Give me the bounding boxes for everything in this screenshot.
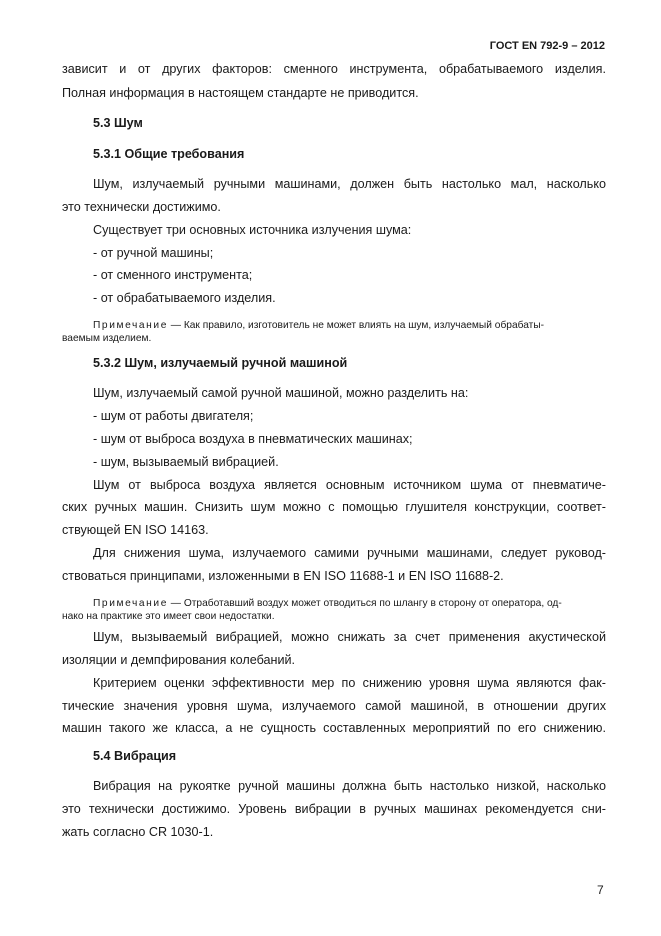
text-line: Полная информация в настоящем стандарте не приводится. bbox=[62, 86, 419, 100]
list-item: - шум от работы двигателя; bbox=[93, 409, 254, 423]
note-text: — Как правило, изготовитель не может влиять на шум, излучаемый обрабаты- bbox=[167, 320, 545, 331]
section-heading: 5.4 Вибрация bbox=[93, 749, 177, 763]
note-text: — Отработавший воздух может отводиться по шлангу в сторону от оператора, од- bbox=[167, 598, 562, 609]
note-line bbox=[93, 598, 606, 609]
subsection-heading: 5.3.2 Шум, излучаемый ручной машиной bbox=[93, 356, 348, 370]
text-line: машин такого же класса, а не сущность составленных мероприятий по его снижению. bbox=[62, 721, 606, 735]
text-line: Для снижения шума, излучаемого самими ручными машинами, следует руковод- bbox=[93, 546, 606, 560]
section-heading: 5.3 Шум bbox=[93, 116, 143, 130]
text-line: зависит и от других факторов: сменного инструмента, обрабатываемого изделия. bbox=[62, 62, 606, 76]
text-line: Критерием оценки эффективности мер по снижению уровня шума являются фак- bbox=[93, 676, 606, 690]
text-line: Шум, излучаемый ручными машинами, должен быть настолько мал, насколько bbox=[93, 177, 606, 191]
list-item: - от ручной машины; bbox=[93, 246, 214, 260]
note-line: нако на практике это имеет свои недостатки. bbox=[62, 611, 275, 622]
text-line: Шум, излучаемый самой ручной машиной, можно разделить на: bbox=[93, 386, 469, 400]
document-code-header: ГОСТ EN 792-9 – 2012 bbox=[489, 40, 605, 52]
list-item: - шум, вызываемый вибрацией. bbox=[93, 455, 279, 469]
text-line: Шум от выброса воздуха является основным источником шума от пневматиче- bbox=[93, 478, 606, 492]
text-line: ствующей EN ISO 14163. bbox=[62, 523, 209, 537]
text-line: это технически достижимо. bbox=[62, 200, 221, 214]
text-line: ствоваться принципами, изложенными в EN ISO 11688-1 и EN ISO 11688-2. bbox=[62, 569, 504, 583]
text-line: изоляции и демпфирования колебаний. bbox=[62, 653, 296, 667]
subsection-heading: 5.3.1 Общие требования bbox=[93, 147, 245, 161]
note-line: ваемым изделием. bbox=[62, 333, 152, 344]
list-item: - от сменного инструмента; bbox=[93, 268, 253, 282]
text-line: Вибрация на рукоятке ручной машины должна быть настолько низкой, насколько bbox=[93, 779, 606, 793]
note-line bbox=[93, 320, 606, 331]
list-item: - от обрабатываемого изделия. bbox=[93, 291, 276, 305]
text-line: Шум, вызываемый вибрацией, можно снижать за счет применения акустической bbox=[93, 630, 606, 644]
text-line: ских ручных машин. Снизить шум можно с помощью глушителя конструкции, соответ- bbox=[62, 500, 606, 514]
list-item: - шум от выброса воздуха в пневматических машинах; bbox=[93, 432, 413, 446]
page-number: 7 bbox=[597, 883, 604, 897]
note-label: Примечание bbox=[93, 320, 168, 331]
text-line: жать согласно CR 1030-1. bbox=[62, 825, 214, 839]
text-line: тические значения уровня шума, излучаемого самой машиной, в отношении других bbox=[62, 699, 606, 713]
text-line: это технически достижимо. Уровень вибрации в ручных машинах рекомендуется сни- bbox=[62, 802, 606, 816]
note-label: Примечание bbox=[93, 598, 168, 609]
text-line: Существует три основных источника излучения шума: bbox=[93, 223, 412, 237]
